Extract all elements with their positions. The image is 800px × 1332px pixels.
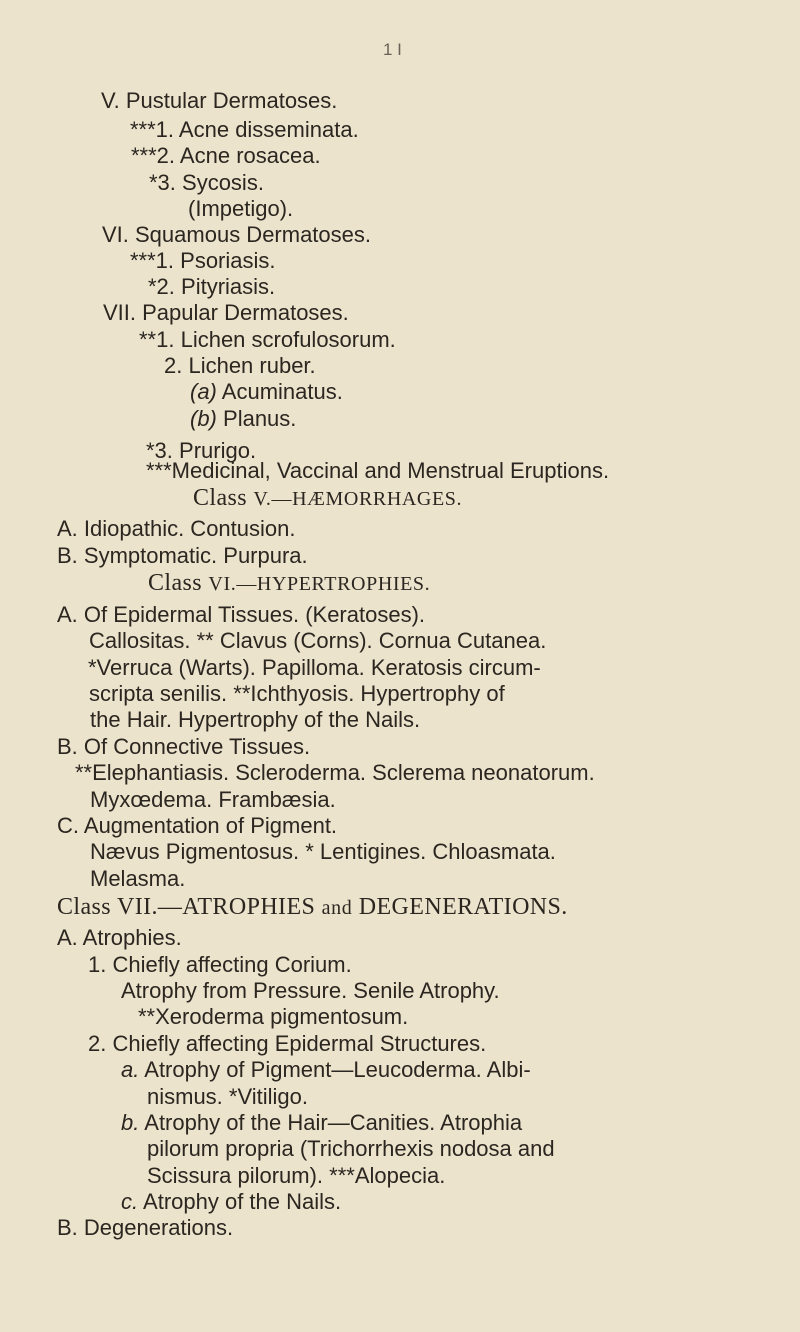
list-item: 1. Chiefly affecting Corium. <box>88 952 352 977</box>
class-title: VII.—ATROPHIES <box>116 894 316 920</box>
list-item: pilorum propria (Trichorrhexis nodosa and <box>147 1136 555 1161</box>
list-item: the Hair. Hypertrophy of the Nails. <box>90 707 421 732</box>
class-heading <box>148 569 430 598</box>
list-item: ***1. Psoriasis. <box>130 248 276 273</box>
list-item: B. Symptomatic. Purpura. <box>57 543 308 568</box>
class-title-rest: DEGENERATIONS. <box>358 894 568 920</box>
sub-text: Atrophy of Pigment—Leucoderma. Albi- <box>144 1057 531 1082</box>
list-item: Atrophy from Pressure. Senile Atrophy. <box>121 978 500 1003</box>
section-heading: V. Pustular Dermatoses. <box>101 88 338 113</box>
sub-label: b. <box>121 1110 140 1135</box>
section-heading: VII. Papular Dermatoses. <box>103 300 349 325</box>
sub-label: (a) <box>190 379 217 404</box>
class-title: V.—HÆMORRHAGES. <box>253 488 463 510</box>
class-heading <box>57 893 568 922</box>
list-item: **1. Lichen scrofulosorum. <box>139 327 396 352</box>
list-item: Scissura pilorum). ***Alopecia. <box>147 1163 446 1188</box>
list-item <box>190 406 296 432</box>
list-item: ***Medicinal, Vaccinal and Menstrual Eruptions. <box>146 458 610 483</box>
list-item: 2. Chiefly affecting Epidermal Structures. <box>88 1031 487 1056</box>
list-item: (Impetigo). <box>188 196 294 221</box>
sub-label: c. <box>121 1189 139 1214</box>
class-heading <box>193 484 462 513</box>
list-item: **Xeroderma pigmentosum. <box>138 1004 409 1029</box>
list-item: Nævus Pigmentosus. * Lentigines. Chloasmata. <box>90 839 556 864</box>
list-item: Callositas. ** Clavus (Corns). Cornua Cutanea. <box>89 628 547 653</box>
list-item <box>121 1110 522 1136</box>
sub-text: Acuminatus. <box>221 379 343 404</box>
list-item: *3. Prurigo. <box>146 438 257 463</box>
class-prefix: Class <box>193 485 248 511</box>
list-item: **Elephantiasis. Scleroderma. Sclerema neonatorum. <box>75 760 595 785</box>
list-item: A. Atrophies. <box>57 925 182 950</box>
sub-text: Atrophy of the Hair—Canities. Atrophia <box>144 1110 523 1135</box>
class-prefix: Class <box>57 894 112 920</box>
list-item: scripta senilis. **Ichthyosis. Hypertrophy of <box>89 681 505 706</box>
list-item: ***1. Acne disseminata. <box>130 117 359 142</box>
class-prefix: Class <box>148 570 203 596</box>
list-item <box>190 379 343 405</box>
list-item: Melasma. <box>90 866 186 891</box>
class-title-and: and <box>321 897 353 919</box>
list-item: C. Augmentation of Pigment. <box>57 813 338 838</box>
list-item: Myxœdema. Frambæsia. <box>90 787 336 812</box>
list-item: A. Idiopathic. Contusion. <box>57 516 296 541</box>
list-item: B. Degenerations. <box>57 1215 234 1240</box>
sub-label: (b) <box>190 406 217 431</box>
list-item <box>121 1057 531 1083</box>
section-heading: VI. Squamous Dermatoses. <box>102 222 372 247</box>
sub-text: Planus. <box>223 406 297 431</box>
list-item <box>121 1189 341 1215</box>
list-item: *3. Sycosis. <box>149 170 264 195</box>
class-title: VI.—HYPERTROPHIES. <box>208 573 431 595</box>
list-item: 2. Lichen ruber. <box>164 353 316 378</box>
list-item: nismus. *Vitiligo. <box>147 1084 308 1109</box>
page-number: 1 I <box>383 40 402 59</box>
list-item: B. Of Connective Tissues. <box>57 734 311 759</box>
list-item: *2. Pityriasis. <box>148 274 276 299</box>
list-item: *Verruca (Warts). Papilloma. Keratosis circum- <box>88 655 541 680</box>
list-item: ***2. Acne rosacea. <box>131 143 321 168</box>
sub-text: Atrophy of the Nails. <box>143 1189 342 1214</box>
sub-label: a. <box>121 1057 140 1082</box>
list-item: A. Of Epidermal Tissues. (Keratoses). <box>57 602 426 627</box>
